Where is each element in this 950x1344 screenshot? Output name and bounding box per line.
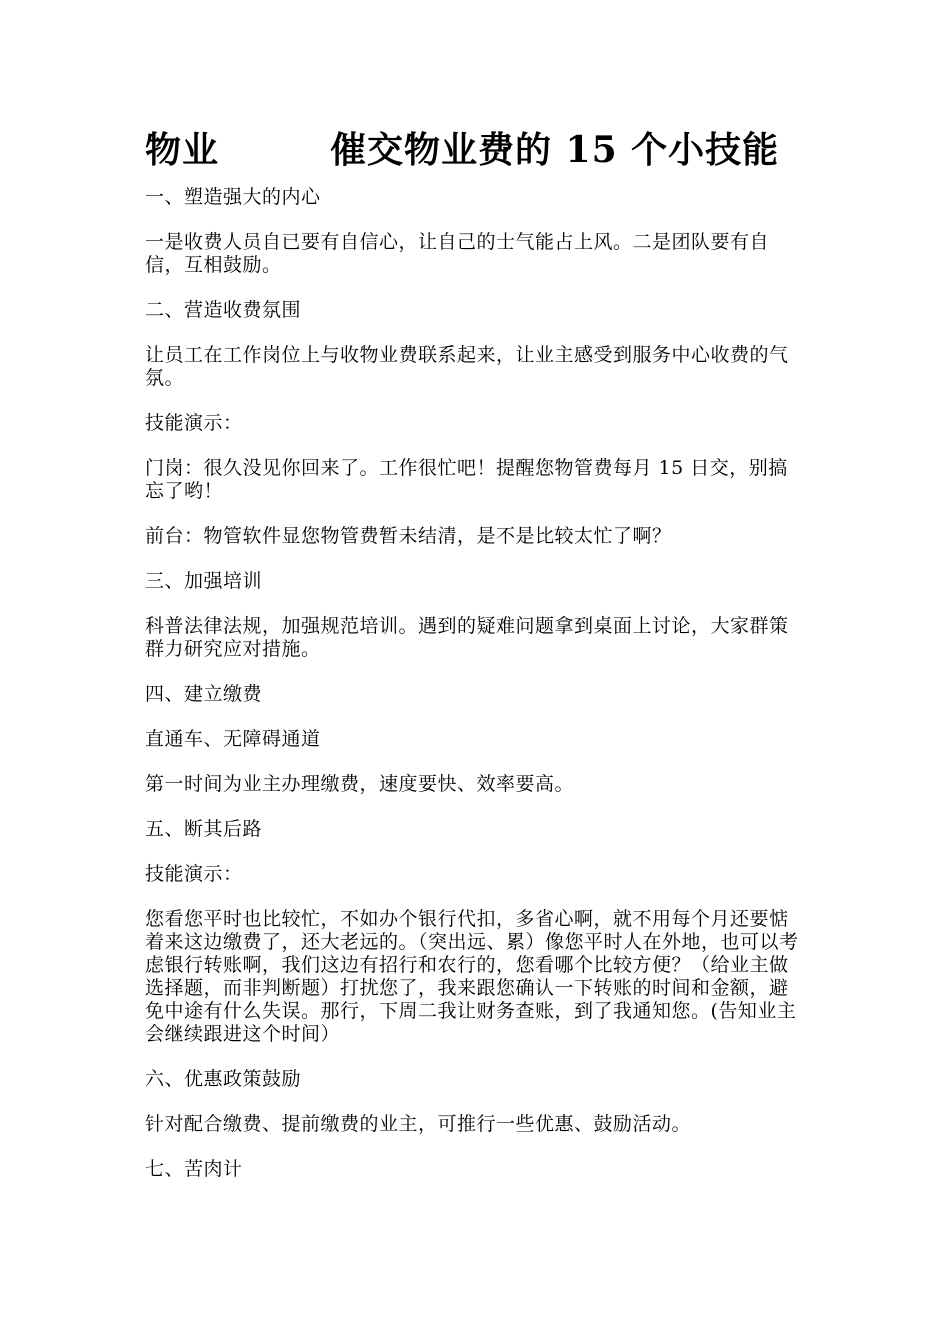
body-paragraph: 您看您平时也比较忙，不如办个银行代扣，多省心啊，就不用每个月还要惦着来这边缴费了，还大老远的。（突出远、累）像您平时人在外地，也可以考虑银行转账啊，我们这边有招行和农行的，您看哪个比较方便？（给业主做选择题，而非判断题）打扰您了，我来跟您确认一下转账的时间和金额，避免中途有什么失误。那行，下周二我让财务查账，到了我通知您。(告知业主会继续跟进这个时间） [145,908,799,1045]
section-heading-5: 五、断其后路 [145,818,263,840]
section-heading-4: 四、建立缴费 [145,683,263,705]
body-paragraph: 直通车、无障碍通道 [145,728,321,750]
demo-label: 技能演示： [145,412,243,434]
section-heading-3: 三、加强培训 [145,570,263,592]
body-paragraph: 让员工在工作岗位上与收物业费联系起来，让业主感受到服务中心收费的气氛。 [145,344,789,389]
body-paragraph: 第一时间为业主办理缴费，速度要快、效率要高。 [145,773,575,795]
document-body [145,186,807,1203]
section-heading-2: 二、营造收费氛围 [145,299,302,321]
body-paragraph: 门岗：很久没见你回来了。工作很忙吧！提醒您物管费每月 15 日交，别搞忘了哟！ [145,457,788,502]
section-heading-7: 七、苦肉计 [145,1158,243,1180]
body-paragraph: 科普法律法规，加强规范培训。遇到的疑难问题拿到桌面上讨论，大家群策群力研究应对措施。 [145,615,789,660]
section-heading-1: 一、塑造强大的内心 [145,186,321,208]
body-paragraph: 针对配合缴费、提前缴费的业主，可推行一些优惠、鼓励活动。 [145,1113,692,1135]
body-paragraph: 一是收费人员自已要有自信心，让自己的士气能占上风。二是团队要有自信，互相鼓励。 [145,231,770,276]
document-title: 物业 催交物业费的 15 个小技能 [145,129,780,171]
body-paragraph: 前台：物管软件显您物管费暂未结清，是不是比较太忙了啊？ [145,525,672,547]
section-heading-6: 六、优惠政策鼓励 [145,1068,302,1090]
demo-label: 技能演示： [145,863,243,885]
